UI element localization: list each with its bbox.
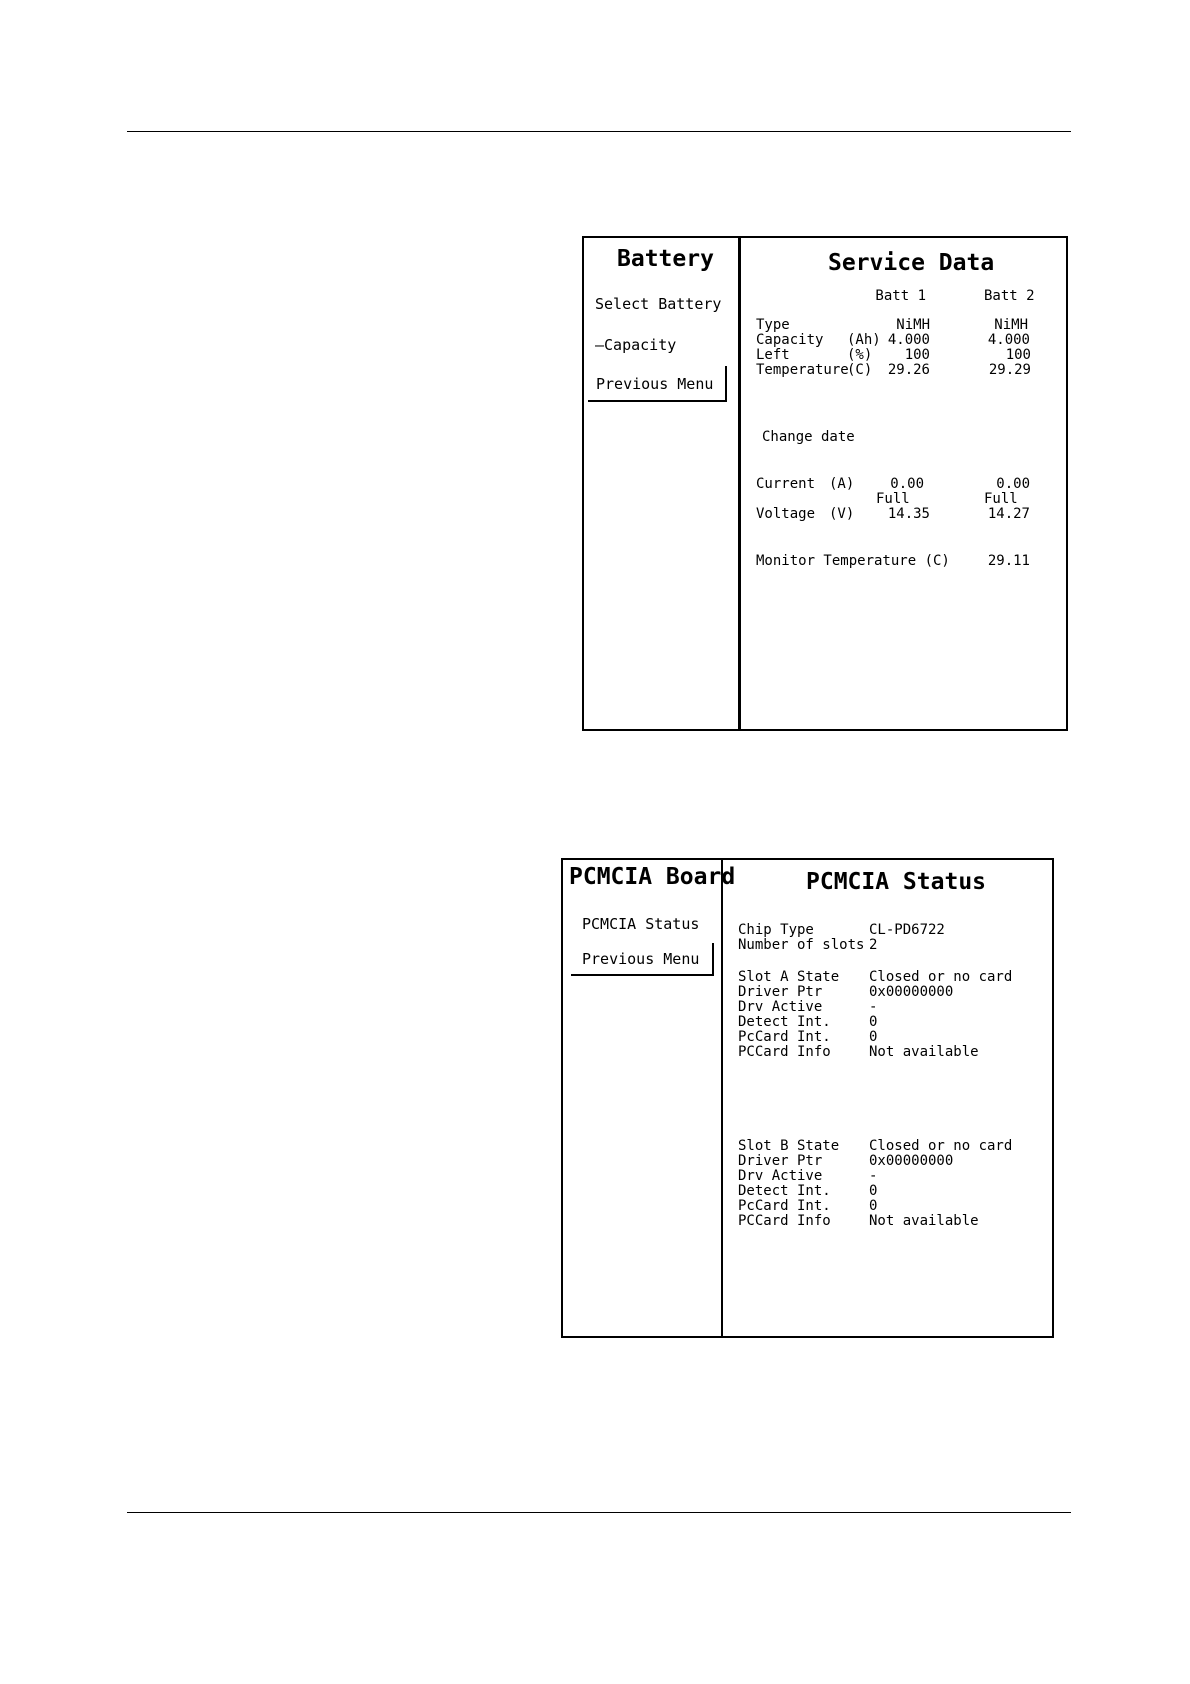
chip-type-label: Chip Type: [738, 922, 814, 938]
slot-b-state-value: Closed or no card: [869, 1138, 1013, 1154]
capacity-batt2: 4.000: [987, 332, 1030, 348]
left-batt1: 100: [904, 347, 930, 363]
battery-previous-menu-button[interactable]: [588, 366, 727, 402]
slot-b-detect-int-label: Detect Int.: [738, 1183, 831, 1199]
slot-a-pccard-int-value: 0: [869, 1029, 878, 1045]
slot-b-state-label: Slot B State: [738, 1138, 840, 1154]
slot-a-drv-active-value: -: [869, 999, 878, 1015]
service-data-title: Service Data: [828, 250, 995, 276]
num-slots-label: Number of slots: [738, 937, 865, 953]
slot-a-pccard-info-value: Not available: [869, 1044, 979, 1060]
slot-b-pccard-int-value: 0: [869, 1198, 878, 1214]
current-batt2: 0.00: [996, 476, 1030, 492]
batt1-header: Batt 1: [875, 288, 926, 304]
slot-a-state-value: Closed or no card: [869, 969, 1013, 985]
previous-menu-label: Previous Menu: [582, 950, 700, 968]
slot-b-drv-active-label: Drv Active: [738, 1168, 823, 1184]
slot-a-drv-active-label: Drv Active: [738, 999, 823, 1015]
slot-a-pccard-int-label: PcCard Int.: [738, 1029, 831, 1045]
state-batt2: Full: [984, 491, 1018, 507]
voltage-batt1: 14.35: [887, 506, 930, 522]
slot-a-driver-ptr-label: Driver Ptr: [738, 984, 823, 1000]
slot-b-driver-ptr-value: 0x00000000: [869, 1153, 954, 1169]
voltage-unit: (V): [829, 506, 855, 522]
left-batt2: 100: [1005, 347, 1031, 363]
batt2-header: Batt 2: [984, 288, 1035, 304]
chip-type-value: CL-PD6722: [869, 922, 945, 938]
temperature-label: Temperature: [756, 362, 849, 378]
num-slots-value: 2: [869, 937, 878, 953]
battery-divider: [738, 238, 741, 729]
slot-b-pccard-info-label: PCCard Info: [738, 1213, 831, 1229]
monitor-temperature-value: 29.11: [987, 553, 1030, 569]
pcmcia-screen: [561, 858, 1054, 1338]
change-date-label: Change date: [762, 429, 855, 445]
voltage-batt2: 14.27: [987, 506, 1030, 522]
slot-a-detect-int-value: 0: [869, 1014, 878, 1030]
current-unit: (A): [829, 476, 855, 492]
type-label: Type: [756, 317, 790, 333]
top-rule: [127, 131, 1071, 132]
left-label: Left: [756, 347, 790, 363]
monitor-temperature-label: Monitor Temperature (C): [756, 553, 950, 569]
left-unit: (%): [847, 347, 873, 363]
state-batt1: Full: [876, 491, 910, 507]
pcmcia-previous-menu-button[interactable]: [571, 943, 714, 976]
slot-a-pccard-info-label: PCCard Info: [738, 1044, 831, 1060]
capacity-item[interactable]: –Capacity: [595, 336, 677, 354]
pcmcia-menu-title: PCMCIA Board: [569, 864, 736, 890]
pcmcia-status-item[interactable]: PCMCIA Status: [582, 915, 700, 933]
slot-a-driver-ptr-value: 0x00000000: [869, 984, 954, 1000]
type-batt2: NiMH: [994, 317, 1028, 333]
current-label: Current: [756, 476, 816, 492]
slot-b-detect-int-value: 0: [869, 1183, 878, 1199]
slot-b-pccard-int-label: PcCard Int.: [738, 1198, 831, 1214]
previous-menu-label: Previous Menu: [596, 375, 714, 393]
current-batt1: 0.00: [890, 476, 924, 492]
battery-menu-title: Battery: [617, 246, 714, 272]
temperature-unit: (C): [847, 362, 873, 378]
slot-b-drv-active-value: -: [869, 1168, 878, 1184]
capacity-batt1: 4.000: [887, 332, 930, 348]
capacity-label: Capacity: [756, 332, 824, 348]
slot-b-pccard-info-value: Not available: [869, 1213, 979, 1229]
pcmcia-divider: [721, 860, 723, 1336]
slot-a-detect-int-label: Detect Int.: [738, 1014, 831, 1030]
voltage-label: Voltage: [756, 506, 816, 522]
slot-b-driver-ptr-label: Driver Ptr: [738, 1153, 823, 1169]
battery-screen: [582, 236, 1068, 731]
type-batt1: NiMH: [896, 317, 930, 333]
capacity-unit: (Ah): [847, 332, 881, 348]
pcmcia-status-title: PCMCIA Status: [806, 869, 987, 895]
slot-a-state-label: Slot A State: [738, 969, 840, 985]
select-battery-item[interactable]: Select Battery: [595, 295, 722, 313]
temperature-batt1: 29.26: [887, 362, 930, 378]
bottom-rule: [127, 1512, 1071, 1513]
temperature-batt2: 29.29: [988, 362, 1031, 378]
